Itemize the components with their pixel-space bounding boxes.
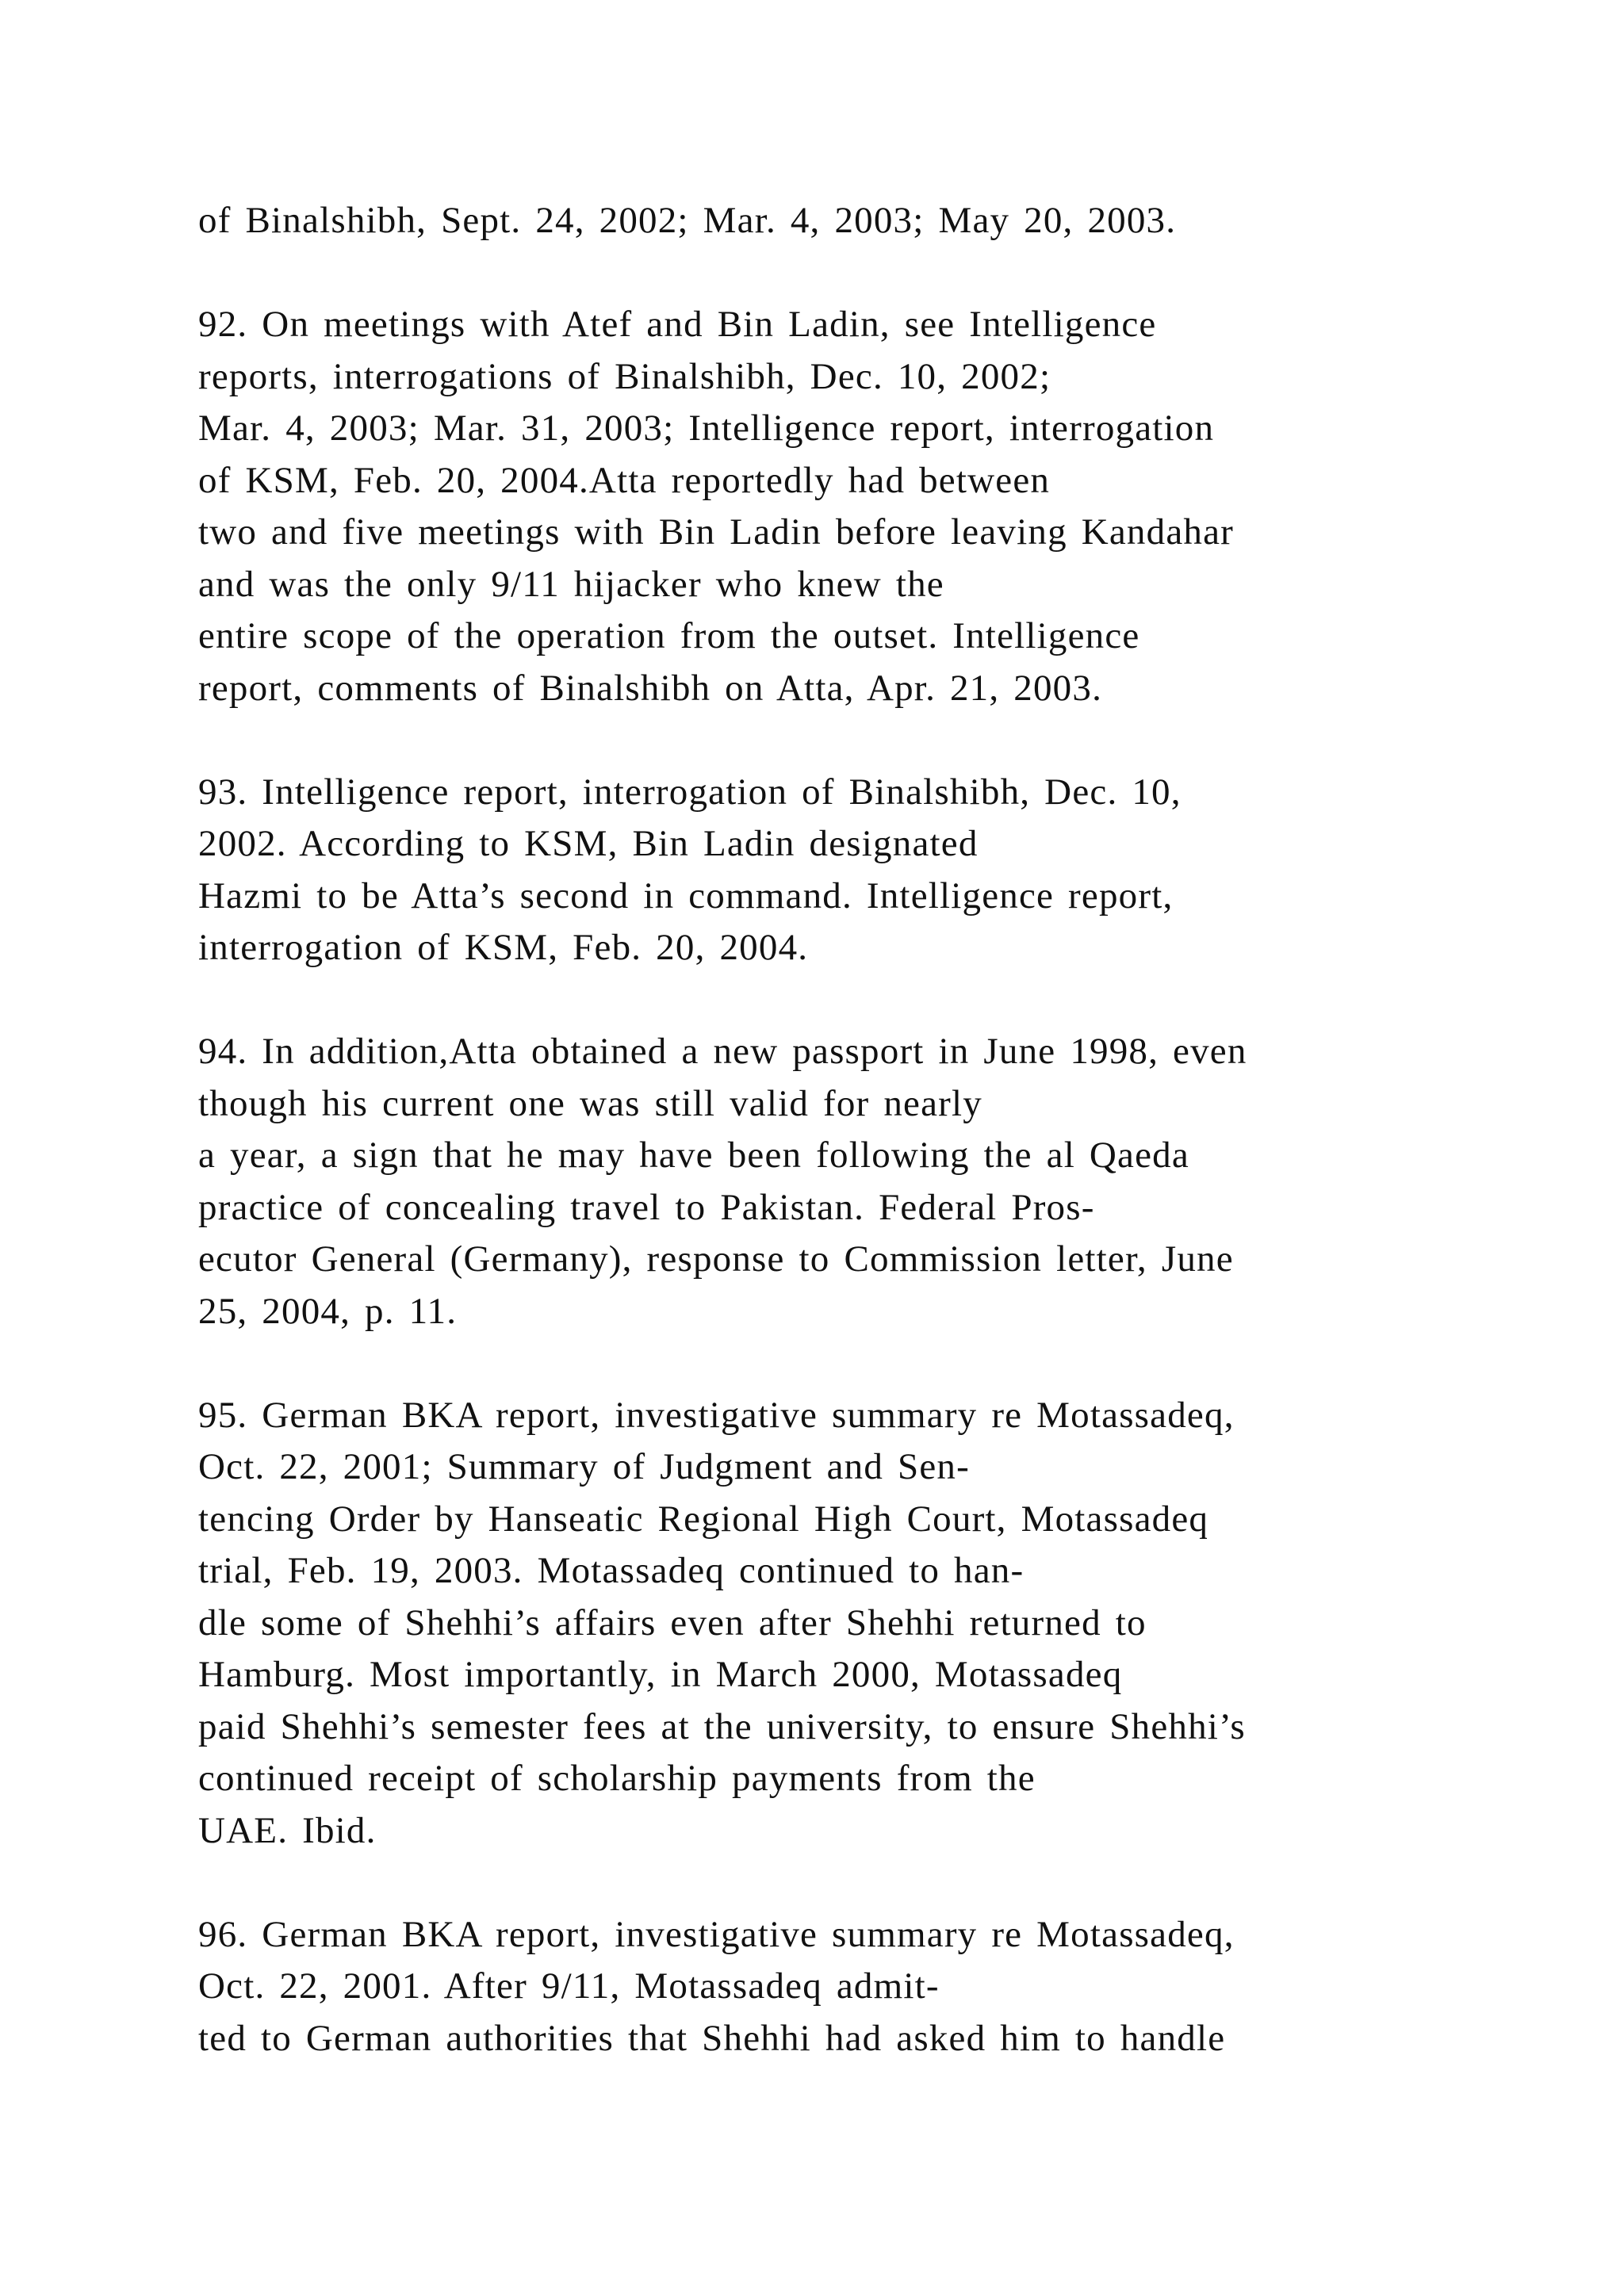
footnotes-text bbox=[198, 195, 1507, 2064]
text-line: continued receipt of scholarship payments from the bbox=[198, 1758, 1036, 1799]
text-line: 25, 2004, p. 11. bbox=[198, 1290, 458, 1332]
text-line: tencing Order by Hanseatic Regional High Court, Motassadeq bbox=[198, 1498, 1209, 1540]
text-line: 92. On meetings with Atef and Bin Ladin, see Intelligence bbox=[198, 304, 1157, 345]
text-line: ecutor General (Germany), response to Commission letter, June bbox=[198, 1238, 1234, 1280]
text-line: ted to German authorities that Shehhi had asked him to handle bbox=[198, 2017, 1226, 2059]
text-line: 93. Intelligence report, interrogation of Binalshibh, Dec. 10, bbox=[198, 771, 1182, 813]
text-line: paid Shehhi’s semester fees at the university, to ensure Shehhi’s bbox=[198, 1705, 1246, 1747]
footnote-93 bbox=[198, 767, 1507, 974]
text-line: a year, a sign that he may have been following the al Qaeda bbox=[198, 1135, 1189, 1176]
footnote-94 bbox=[198, 1026, 1507, 1337]
text-line: and was the only 9/11 hijacker who knew the bbox=[198, 563, 944, 605]
text-line: 94. In addition,Atta obtained a new passport in June 1998, even bbox=[198, 1031, 1247, 1072]
text-line: of KSM, Feb. 20, 2004.Atta reportedly had between bbox=[198, 459, 1051, 501]
footnote-continuation bbox=[198, 195, 1507, 247]
footnote-95 bbox=[198, 1390, 1507, 1858]
text-line: Oct. 22, 2001; Summary of Judgment and Sen- bbox=[198, 1446, 970, 1487]
text-line: dle some of Shehhi’s affairs even after Shehhi returned to bbox=[198, 1601, 1147, 1644]
text-line: reports, interrogations of Binalshibh, Dec. 10, 2002; bbox=[198, 355, 1051, 397]
text-line: interrogation of KSM, Feb. 20, 2004. bbox=[198, 927, 809, 968]
text-line: though his current one was still valid for nearly bbox=[198, 1082, 982, 1124]
footnote-92 bbox=[198, 299, 1507, 714]
text-line: Hamburg. Most importantly, in March 2000, Motassadeq bbox=[198, 1654, 1123, 1695]
text-line: Hazmi to be Atta’s second in command. Intelligence report, bbox=[198, 874, 1174, 916]
text-line: entire scope of the operation from the outset. Intelligence bbox=[198, 615, 1140, 656]
text-line: Oct. 22, 2001. After 9/11, Motassadeq admit- bbox=[198, 1965, 940, 2007]
text-line: UAE. Ibid. bbox=[198, 1809, 377, 1851]
text-line: Mar. 4, 2003; Mar. 31, 2003; Intelligence report, interrogation bbox=[198, 408, 1215, 449]
text-line: report, comments of Binalshibh on Atta, Apr. 21, 2003. bbox=[198, 667, 1103, 709]
footnote-96 bbox=[198, 1909, 1507, 2065]
text-line: trial, Feb. 19, 2003. Motassadeq continued to han- bbox=[198, 1550, 1025, 1591]
text-line: of Binalshibh, Sept. 24, 2002; Mar. 4, 2003; May 20, 2003. bbox=[198, 200, 1177, 241]
text-line: 2002. According to KSM, Bin Ladin designated bbox=[198, 823, 979, 864]
text-line: 96. German BKA report, investigative summary re Motassadeq, bbox=[198, 1913, 1235, 1955]
text-line: two and five meetings with Bin Ladin before leaving Kandahar bbox=[198, 511, 1234, 553]
text-line: practice of concealing travel to Pakistan. Federal Pros- bbox=[198, 1186, 1095, 1228]
text-line: 95. German BKA report, investigative summary re Motassadeq, bbox=[198, 1394, 1235, 1436]
